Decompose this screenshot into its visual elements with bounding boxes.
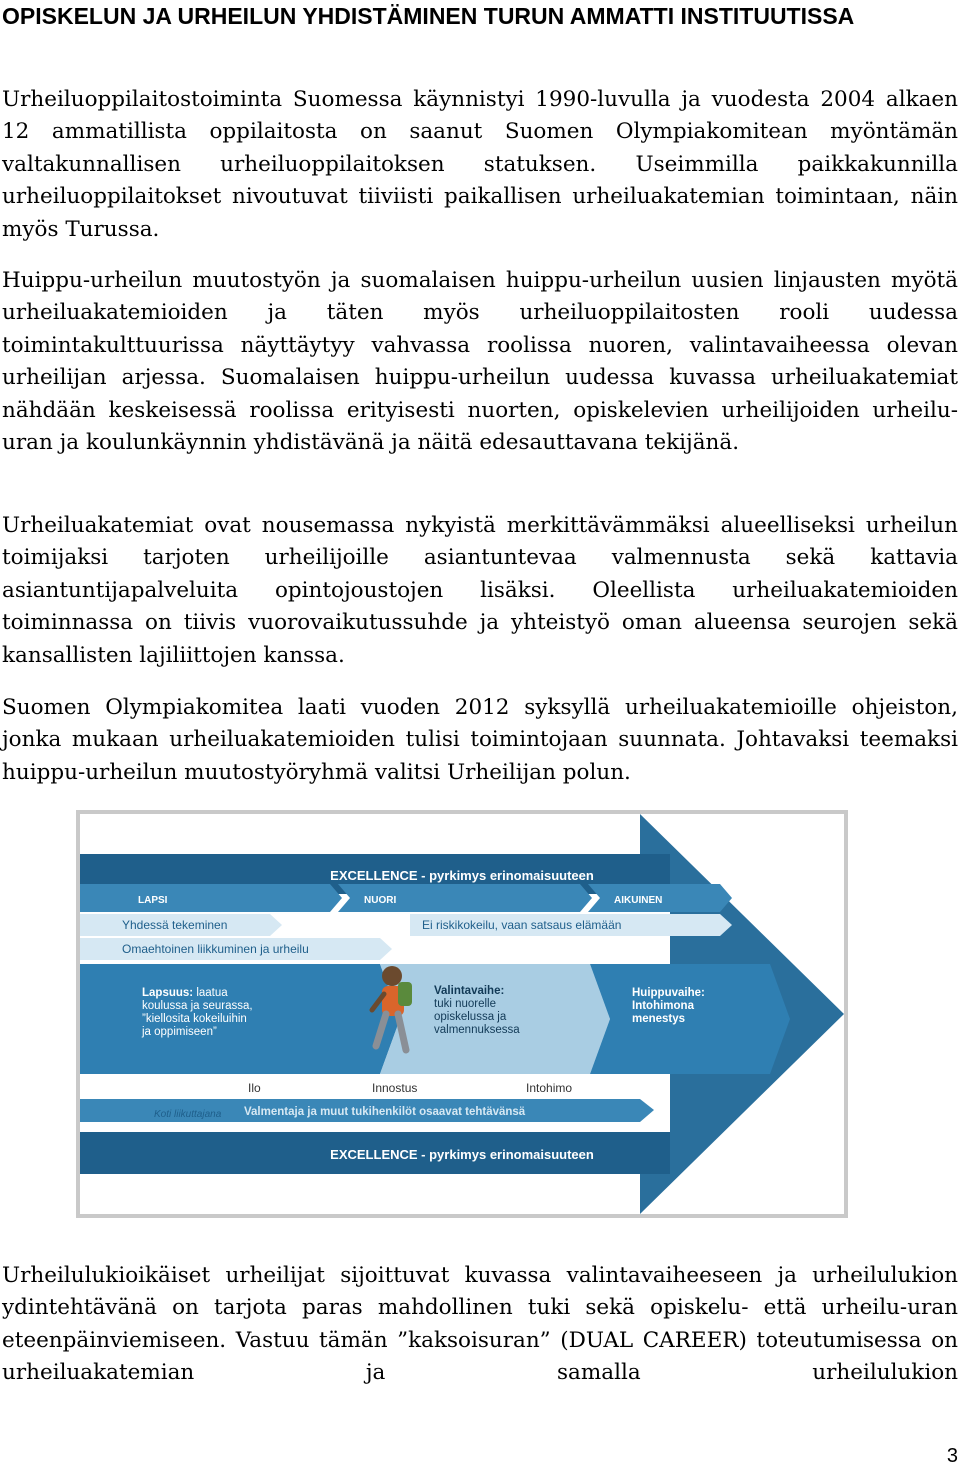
excellence-top-label: EXCELLENCE - pyrkimys erinomaisuuteen: [330, 868, 594, 883]
motive-band: [80, 1076, 600, 1098]
stage-label-nuori: NUORI: [364, 895, 397, 906]
motive-ilo: Ilo: [248, 1081, 261, 1095]
paragraph-5: Urheilulukioikäiset urheilijat sijoittuvat kuvassa valintavaiheeseen ja urheilulukion ydintehtävänä on tarjota paras mahdollinen tuki sekä opiskelu- että urheilu-uran eteenpäinviemiseen. Vastuu tämän ”kaksoisuran” (DUAL CAREER) toteutumisessa on urheiluakatemian ja samalla urheilulukion: [2, 1263, 958, 1386]
athlete-path-figure: [76, 810, 848, 1218]
phase2-text: Valintavaihe: tuki nuorelle opiskelussa ja valmennuksessa: [434, 985, 520, 1036]
excellence-bottom-label: EXCELLENCE - pyrkimys erinomaisuuteen: [330, 1147, 594, 1162]
paragraph-2: Huippu-urheilun muutostyön ja suomalaisen huippu-urheilun uusien linjausten myötä urheiluakatemioiden ja täten myös urheiluoppilaitosten rooli uudessa toimintakulttuurissa näyttäytyy vahvassa roolissa nuoren, valintavaiheessa olevan urheilijan arjessa. Suomalaisen huippu-urheilun uudessa kuvassa urheiluakatemiat nähdään keskeisessä roolissa erityisesti nuorten, opiskelevien urheilijoiden urheilu-uran ja koulunkäynnin yhdistävänä ja näitä edesauttavana tekijänä.: [2, 268, 958, 456]
phase-chevron-peak: [590, 964, 790, 1074]
stage-label-lapsi: LAPSI: [138, 895, 168, 906]
motive-innostus: Innostus: [372, 1081, 418, 1095]
page-number: 3: [946, 1445, 958, 1467]
paragraph-3: Urheiluakatemiat ovat nousemassa nykyistä merkittävämmäksi alueelliseksi urheilun toimijaksi tarjoten urheilijoille asiantuntevaa valmennusta sekä kattavia asiantuntijapalveluita opintojoustojen lisäksi. Oleellista urheiluakatemioiden toiminnassa on tiivis vuorovaikutussuhde ja yhteistyö oman alueensa seurojen sekä kansallisten lajiliittojen kanssa.: [2, 513, 958, 668]
band-label-not-risk: Ei riskikokeilu, vaan satsaus elämään: [422, 918, 622, 932]
band-label-self-motivated: Omaehtoinen liikkuminen ja urheilu: [122, 942, 309, 956]
phase1-text: Lapsuus: laatua koulussa ja seurassa, ”kiellosita kokeiluihin ja oppimiseen”: [142, 987, 253, 1038]
paragraph-4: Suomen Olympiakomitea laati vuoden 2012 syksyllä urheiluakatemioille ohjeiston, jonka mukaan urheiluakatemioiden tulisi toimintojaan suunnata. Johtavaksi teemaksi huippu-urheilun muutostyöryhmä valitsi Urheilijan polun.: [2, 695, 958, 785]
phase3-text: Huippuvaihe: Intohimona menestys: [632, 987, 705, 1025]
page-heading: OPISKELUN JA URHEILUN YHDISTÄMINEN TURUN AMMATTI INSTITUUTISSA: [2, 3, 855, 29]
stage-label-aikuinen: AIKUINEN: [614, 895, 663, 906]
home-label: Koti liikuttajana: [154, 1109, 222, 1120]
athlete-path-diagram: [80, 814, 844, 1214]
band-label-together: Yhdessä tekeminen: [122, 918, 228, 932]
motive-intohimo: Intohimo: [526, 1081, 573, 1095]
stage-chevron-lapsi: [80, 884, 342, 912]
paragraph-1: Urheiluoppilaitostoiminta Suomessa käynnistyi 1990-luvulla ja vuodesta 2004 alkaen 12 ammatillista oppilaitosta on saanut Suomen Olympiakomitean myöntämän valtakunnallisen urheiluoppilaitoksen statuksen. Useimmilla paikkakunnilla urheiluoppilaitokset nivoutuvat tiiviisti paikallisen urheiluakatemian toimintaan, näin myös Turussa.: [2, 87, 958, 242]
coaches-label: Valmentaja ja muut tukihenkilöt osaavat tehtävänsä: [244, 1106, 526, 1118]
